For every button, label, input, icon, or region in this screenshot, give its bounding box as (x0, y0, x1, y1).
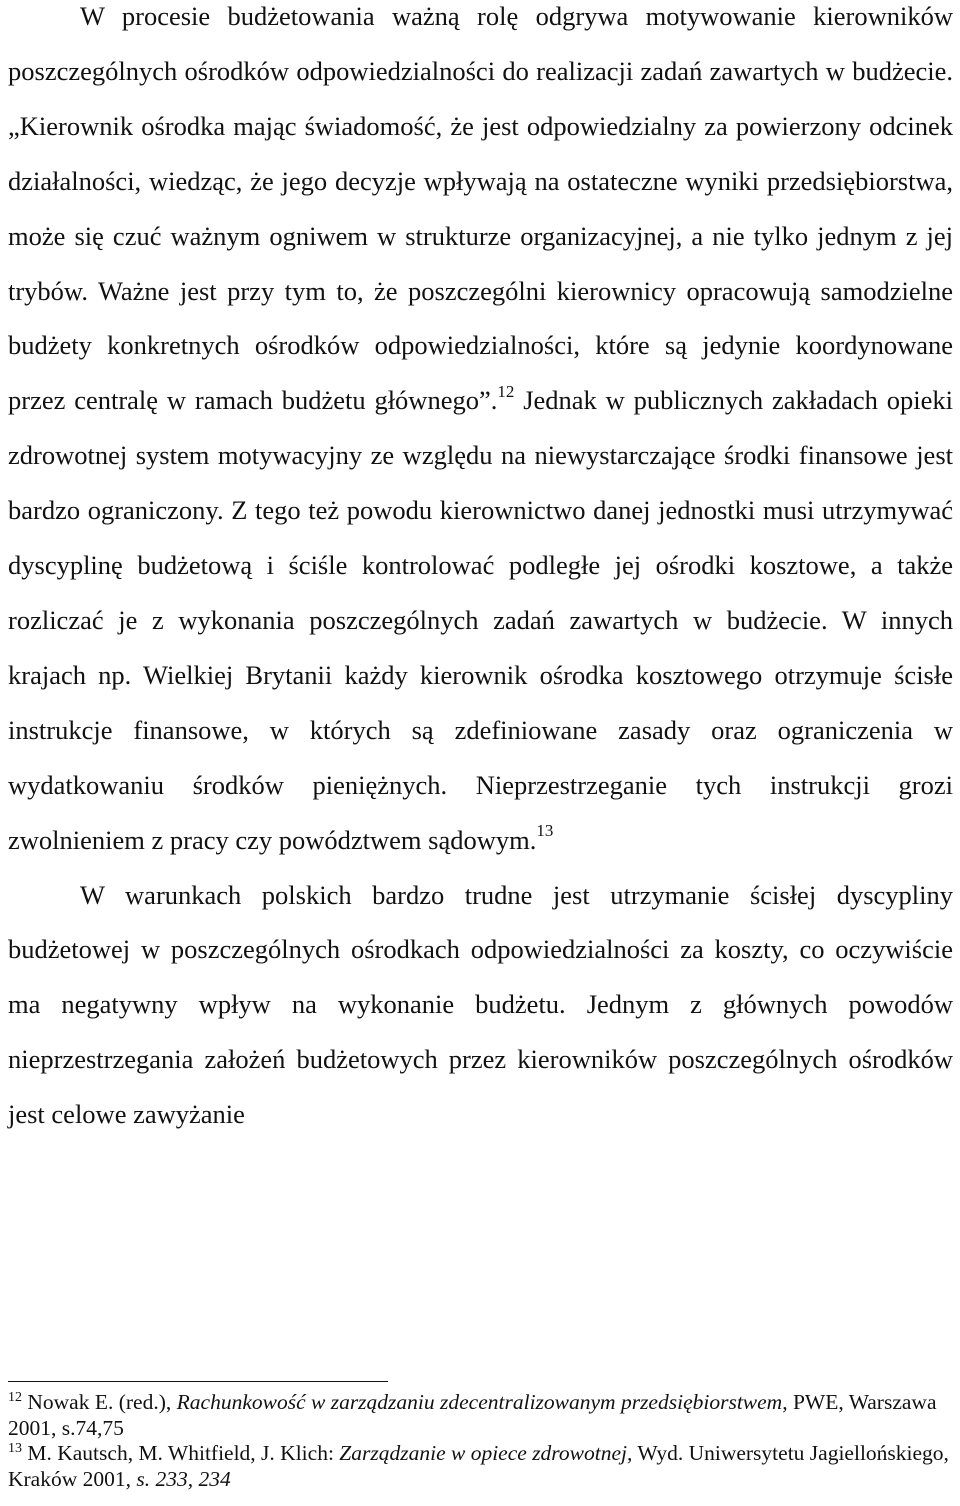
footnote-number: 13 (8, 1440, 22, 1456)
footnote-title: Zarządzanie w opiece zdrowotnej, (339, 1441, 633, 1465)
footnote-pages: s. 233, 234 (136, 1466, 231, 1491)
footnotes (8, 1390, 953, 1492)
footnote-text: M. Kautsch, M. Whitfield, J. Klich: (22, 1441, 340, 1465)
document-page (8, 0, 953, 1142)
paragraph-polish-conditions (8, 868, 953, 1143)
footnote-text: , PWE, Warszawa 2001, s.74,75 (8, 1390, 937, 1440)
paragraph-1-continuation: Jednak w publicznych zakładach opieki zdrowotnej system motywacyjny ze względu na niewystarczające środki finansowe jest bardzo ograniczony. Z tego też powodu kierownictwo danej jednostki musi utrzymywać dyscyplinę budżetową i ściśle kontrolować podległe jej ośrodki kosztowe, a także rozliczać je z wykonania poszczególnych zadań zawartych w budżecie. W innych krajach np. Wielkiej Brytanii każdy kierownik ośrodka kosztowego otrzymuje ścisłe instrukcje finansowe, w których są zdefiniowane zasady oraz ograniczenia w wydatkowaniu środków pieniężnych. Nieprzestrzeganie tych instrukcji grozi zwolnieniem z pracy czy powództwem sądowym. (8, 385, 953, 855)
paragraph-1-text: W procesie budżetowania ważną rolę odgrywa motywowanie kierowników poszczególnych ośrodków odpowiedzialności do realizacji zadań zawartych w budżecie. „Kierownik ośrodka mając świadomość, że jest odpowiedzialny za powierzony odcinek działalności, wiedząc, że jego decyzje wpływają na ostateczne wyniki przedsiębiorstwa, może się czuć ważnym ogniwem w strukturze organizacyjnej, a nie tylko jednym z jej trybów. Ważne jest przy tym to, że poszczególni kierownicy opracowują samodzielne budżety konkretnych ośrodków odpowiedzialności, które są jedynie koordynowane przez centralę w ramach budżetu głównego”. (8, 1, 953, 416)
footnote-ref-13[interactable]: 13 (536, 820, 554, 840)
paragraph-2-text: W warunkach polskich bardzo trudne jest utrzymanie ścisłej dyscypliny budżetowej w poszczególnych ośrodkach odpowiedzialności za koszty, co oczywiście ma negatywny wpływ na wykonanie budżetu. Jednym z głównych powodów nieprzestrzegania założeń budżetowych przez kierowników poszczególnych ośrodków jest celowe zawyżanie (8, 879, 953, 1130)
footnote-separator (8, 1381, 388, 1382)
footnote-ref-12[interactable]: 12 (497, 381, 515, 401)
footnote-text: Nowak E. (red.), (22, 1390, 177, 1414)
footnote-13 (8, 1441, 953, 1492)
footnote-number: 12 (8, 1389, 22, 1405)
footnote-12 (8, 1390, 953, 1441)
footnote-title: Rachunkowość w zarządzaniu zdecentralizowanym przedsiębiorstwem (176, 1390, 783, 1414)
footnote-text: Wyd. Uniwersytetu Jagiellońskiego, Kraków 2001, (8, 1441, 949, 1491)
paragraph-budgeting-motivation (8, 0, 953, 868)
